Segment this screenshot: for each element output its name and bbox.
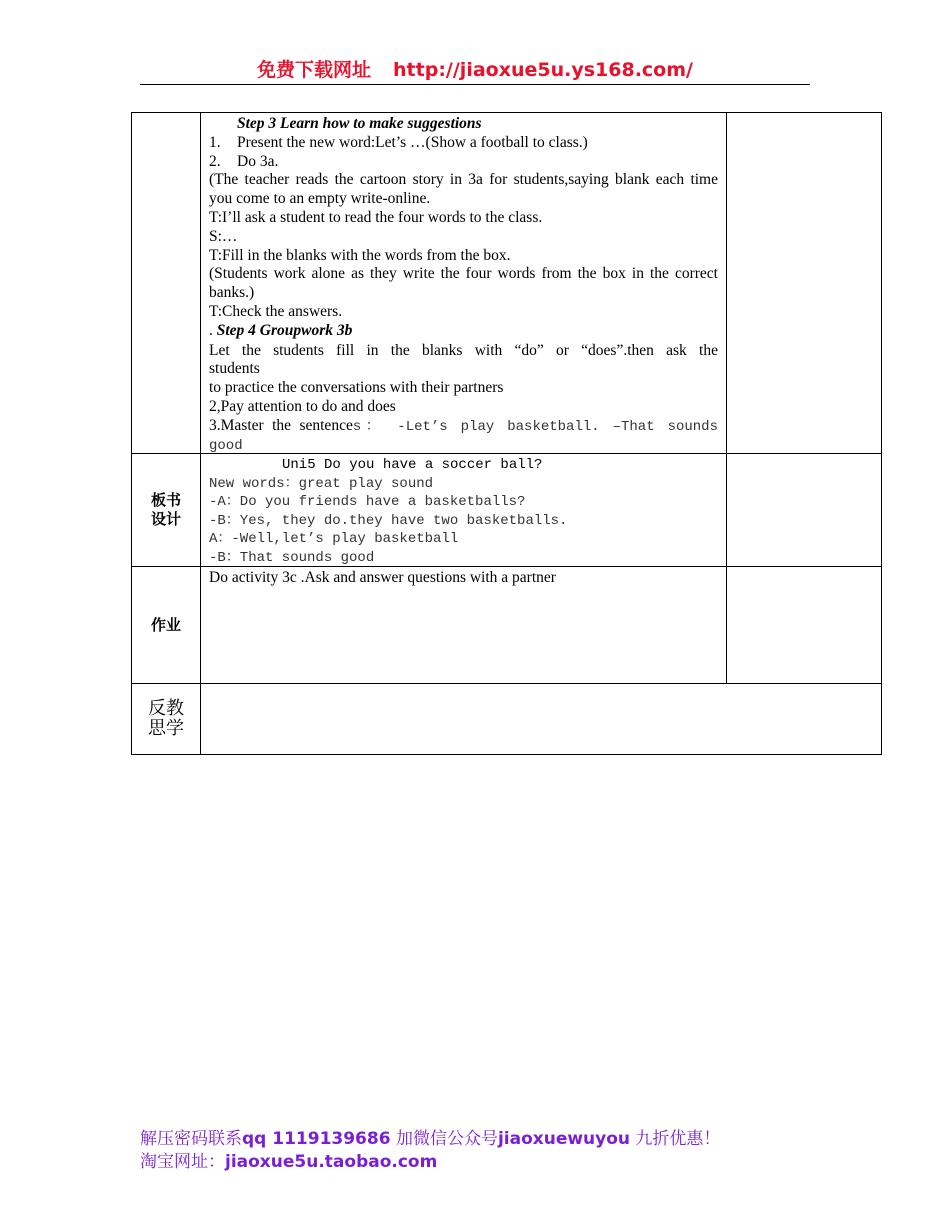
footer-wechat-label: 加微信公众号 bbox=[390, 1129, 498, 1149]
footer-line-1 bbox=[140, 1128, 720, 1151]
page-header bbox=[140, 56, 810, 85]
board-line: -B：That sounds good bbox=[209, 549, 375, 565]
procedure-notes-cell bbox=[727, 113, 882, 454]
board-line: -A：Do you friends have a basketballs? bbox=[209, 494, 526, 511]
board-line: New words：great play sound bbox=[209, 475, 434, 492]
step3-line: you come to an empty write-online. bbox=[209, 190, 431, 208]
footer-contact-label: 解压密码联系 bbox=[140, 1129, 242, 1149]
reflection-label-line-1: 反教 bbox=[148, 698, 184, 719]
homework-row bbox=[132, 567, 882, 684]
board-line: -B：Yes, they do.they have two basketballs. bbox=[209, 512, 568, 529]
board-label-line-2: 设计 bbox=[150, 510, 181, 528]
step3-line: T:Fill in the blanks with the words from the box. bbox=[209, 246, 511, 264]
step4-line-5-lead: 3.Master the sentence bbox=[209, 416, 353, 434]
step4-line-1: Let the students fill in the blanks with “do” or “does”.then ask the bbox=[209, 341, 718, 359]
board-design-content-cell bbox=[201, 454, 727, 567]
step4-line-5-sentence: s： -Let’s play basketball. –That sounds bbox=[352, 418, 718, 435]
step4-prefix: . bbox=[209, 321, 217, 339]
board-label-line-1: 板书 bbox=[150, 491, 181, 509]
procedure-content-cell bbox=[201, 113, 727, 454]
homework-text: Do activity 3c .Ask and answer questions with a partner bbox=[209, 569, 556, 586]
homework-label: 作业 bbox=[132, 567, 201, 684]
header-url[interactable]: http://jiaoxue5u.ys168.com/ bbox=[393, 59, 693, 81]
step4-title: Step 4 Groupwork 3b bbox=[216, 321, 353, 339]
step3-item-1-text: Present the new word:Let’s …(Show a football to class.) bbox=[237, 133, 588, 151]
procedure-label-cell bbox=[132, 113, 201, 454]
footer-discount: 九折优惠！ bbox=[630, 1129, 721, 1149]
step3-line: banks.) bbox=[209, 284, 255, 302]
board-design-row bbox=[132, 454, 882, 567]
homework-notes-cell bbox=[727, 567, 882, 684]
step3-line: T:I’ll ask a student to read the four words to the class. bbox=[209, 208, 543, 226]
procedure-row bbox=[132, 113, 882, 454]
step4-line-5 bbox=[209, 417, 718, 437]
lesson-plan-table bbox=[131, 112, 882, 755]
footer-qq: qq 1119139686 bbox=[242, 1129, 391, 1149]
reflection-label bbox=[132, 684, 201, 755]
step3-item-1 bbox=[209, 134, 718, 153]
step4-heading bbox=[209, 322, 718, 341]
reflection-label-line-2: 思学 bbox=[148, 718, 184, 739]
board-design-notes-cell bbox=[727, 454, 882, 567]
step3-line: T:Check the answers. bbox=[209, 302, 343, 320]
step3-item-2-number: 2. bbox=[209, 152, 221, 170]
homework-content-cell bbox=[201, 567, 727, 684]
step3-title: Step 3 Learn how to make suggestions bbox=[237, 115, 482, 132]
board-design-label bbox=[132, 454, 201, 567]
page-footer bbox=[140, 1128, 720, 1174]
step4-line-4: 2,Pay attention to do and does bbox=[209, 397, 396, 415]
header-label: 免费下载网址 bbox=[257, 59, 372, 81]
step3-item-2 bbox=[209, 153, 718, 172]
step4-line-3: to practice the conversations with their partners bbox=[209, 379, 504, 397]
step3-item-1-number: 1. bbox=[209, 133, 221, 151]
step3-item-2-text: Do 3a. bbox=[237, 152, 279, 170]
step4-line-2: students bbox=[209, 360, 260, 378]
footer-taobao-url[interactable]: jiaoxue5u.taobao.com bbox=[225, 1152, 438, 1172]
step3-line: (Students work alone as they write the four words from the box in the correct bbox=[209, 265, 718, 283]
step3-line: S:… bbox=[209, 227, 238, 245]
board-title: Uni5 Do you have a soccer ball? bbox=[282, 457, 543, 473]
step4-line-6: good bbox=[209, 437, 243, 452]
step3-line: (The teacher reads the cartoon story in 3a for students,saying blank each time bbox=[209, 171, 718, 189]
reflection-row bbox=[132, 684, 882, 755]
footer-wechat-id: jiaoxuewuyou bbox=[497, 1129, 631, 1149]
footer-line-2 bbox=[140, 1151, 720, 1174]
board-line: A：-Well,let’s play basketball bbox=[209, 531, 459, 548]
footer-taobao-label: 淘宝网址： bbox=[140, 1152, 225, 1172]
reflection-content-cell[interactable] bbox=[201, 684, 882, 755]
